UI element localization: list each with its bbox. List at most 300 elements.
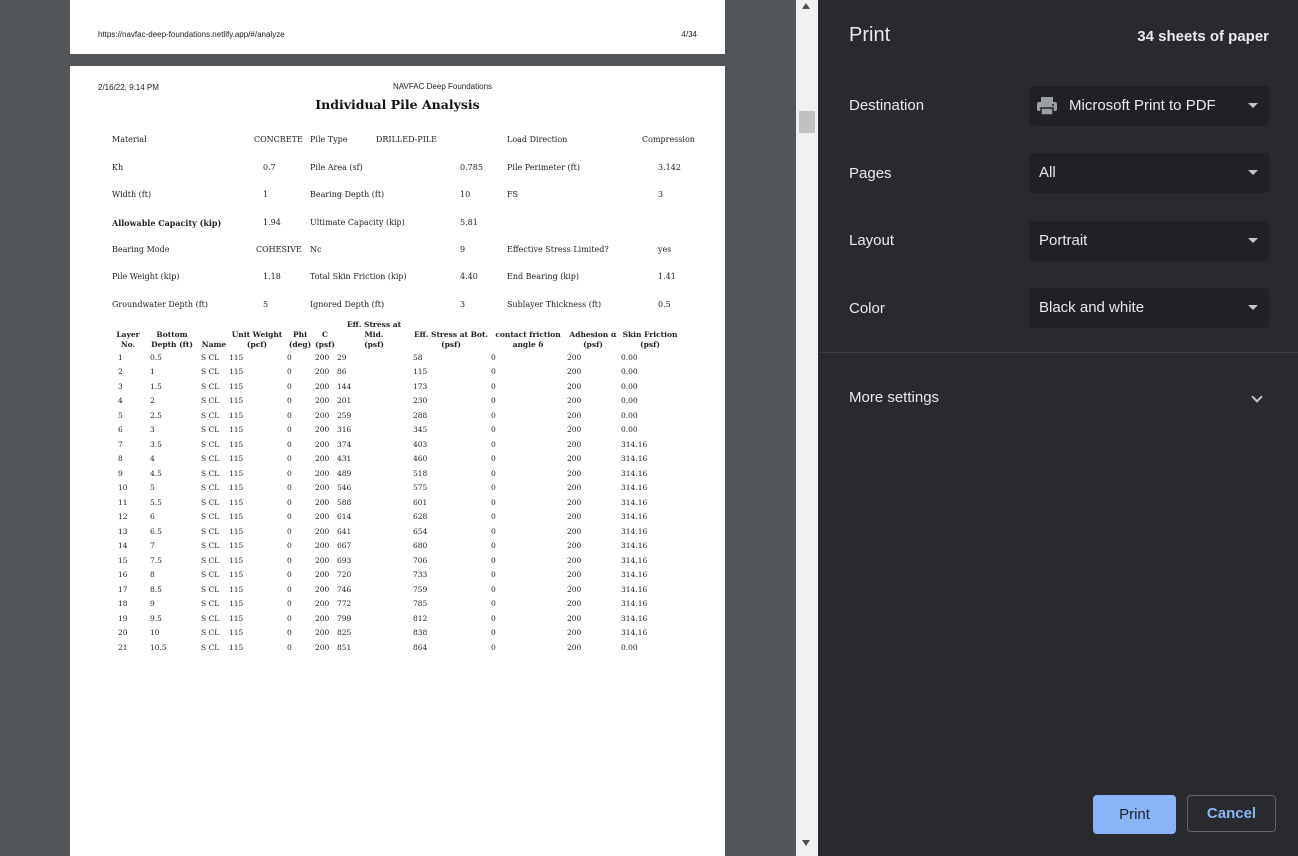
table-cell: 200	[315, 512, 330, 522]
table-cell: 200	[315, 584, 330, 594]
table-cell: 546	[337, 483, 352, 493]
table-cell: 1	[150, 367, 155, 377]
prop-value-bearing-mode: COHESIVE	[256, 245, 302, 254]
prop-label-allowable-capacity: Allowable Capacity (kip)	[112, 218, 222, 228]
prop-label-pile-type: Pile Type	[310, 135, 348, 144]
table-cell: 0	[491, 526, 496, 536]
table-cell: 601	[413, 497, 428, 507]
table-row	[112, 626, 680, 641]
table-cell: 200	[567, 410, 582, 420]
table-cell: 733	[413, 570, 428, 580]
prop-label-groundwater-depth: Groundwater Depth (ft)	[112, 300, 208, 309]
table-cell: 200	[315, 396, 330, 406]
column-header-text: angle δ	[512, 340, 544, 349]
table-cell: 115	[229, 628, 244, 638]
table-cell: 1	[118, 352, 123, 362]
table-cell: 21	[118, 642, 128, 652]
table-cell: S CL	[201, 526, 220, 536]
column-header	[286, 320, 314, 350]
table-cell: 115	[229, 642, 244, 652]
page-footer-url: https://navfac-deep-foundations.netlify.app/#/analyze	[98, 30, 285, 39]
column-header-text: Adhesion α	[569, 330, 617, 339]
table-cell: 799	[337, 613, 352, 623]
table-cell: 680	[413, 541, 428, 551]
table-cell: S CL	[201, 599, 220, 609]
table-cell: 314.16	[621, 454, 648, 464]
table-cell: 11	[118, 497, 128, 507]
table-cell: 5	[150, 483, 155, 493]
table-cell: 0	[491, 599, 496, 609]
prop-value-fs: 3	[658, 190, 664, 199]
prop-value-pile-area: 0.785	[460, 163, 483, 172]
chevron-down-icon	[1248, 238, 1258, 243]
table-cell: 838	[413, 628, 428, 638]
table-cell: 864	[413, 642, 428, 652]
table-cell: 200	[567, 396, 582, 406]
table-cell: 7	[118, 439, 123, 449]
table-cell: 772	[337, 599, 352, 609]
table-cell: 7	[150, 541, 155, 551]
table-cell: 115	[229, 381, 244, 391]
table-cell: 2	[118, 367, 123, 377]
table-cell: 115	[229, 425, 244, 435]
table-cell: 0	[491, 425, 496, 435]
table-cell: 20	[118, 628, 128, 638]
table-cell: 314.16	[621, 483, 648, 493]
layer-table-body	[112, 350, 680, 655]
prop-value-sublayer-thickness: 0.5	[658, 300, 671, 309]
prop-value-bearing-depth: 10	[460, 190, 471, 199]
table-cell: 3.5	[150, 439, 162, 449]
scrollbar-thumb[interactable]	[799, 111, 815, 133]
table-cell: 4	[150, 454, 155, 464]
table-cell: 0	[491, 512, 496, 522]
table-cell: 345	[413, 425, 428, 435]
table-cell: S CL	[201, 454, 220, 464]
scroll-down-arrow-icon[interactable]	[802, 840, 810, 846]
table-cell: 200	[315, 425, 330, 435]
table-cell: 9.5	[150, 613, 162, 623]
table-cell: 200	[567, 483, 582, 493]
prop-value-allowable-capacity: 1.94	[263, 218, 281, 227]
pages-value: All	[1039, 164, 1056, 181]
table-cell: 0.00	[621, 367, 638, 377]
table-row	[112, 539, 680, 554]
table-cell: 0	[287, 454, 292, 464]
table-cell: 29	[337, 352, 347, 362]
table-cell: 115	[413, 367, 428, 377]
table-cell: 200	[567, 570, 582, 580]
table-cell: 10.5	[150, 642, 167, 652]
column-header-text: Bottom	[156, 330, 188, 339]
table-cell: 0.00	[621, 410, 638, 420]
table-cell: 0	[287, 512, 292, 522]
table-cell: 115	[229, 454, 244, 464]
prop-value-total-skin-friction: 4.40	[460, 272, 478, 281]
column-header	[314, 320, 336, 350]
column-header	[490, 320, 566, 350]
prop-label-effective-stress-limited: Effective Stress Limited?	[507, 245, 609, 254]
cancel-button[interactable]: Cancel	[1187, 795, 1276, 832]
table-cell: 0	[287, 613, 292, 623]
prop-label-width: Width (ft)	[112, 190, 152, 199]
table-cell: 0	[491, 570, 496, 580]
table-cell: 0	[491, 541, 496, 551]
table-cell: 693	[337, 555, 352, 565]
table-cell: 0.00	[621, 425, 638, 435]
column-header-text: (deg)	[288, 340, 312, 349]
table-cell: 314.16	[621, 439, 648, 449]
table-row	[112, 423, 680, 438]
table-cell: 200	[315, 381, 330, 391]
table-cell: 314.16	[621, 613, 648, 623]
table-cell: 17	[118, 584, 128, 594]
table-cell: 200	[315, 570, 330, 580]
table-cell: 115	[229, 584, 244, 594]
prop-label-kh: Kh	[112, 163, 124, 172]
table-cell: 200	[567, 367, 582, 377]
table-cell: 0	[287, 570, 292, 580]
table-cell: 0	[491, 381, 496, 391]
table-cell: 0	[287, 497, 292, 507]
table-cell: 0	[491, 628, 496, 638]
table-cell: 825	[337, 628, 352, 638]
table-cell: 2.5	[150, 410, 162, 420]
column-header-text: Phi	[293, 330, 307, 339]
table-cell: 200	[567, 381, 582, 391]
table-cell: 173	[413, 381, 428, 391]
table-cell: 374	[337, 439, 352, 449]
table-cell: 0	[287, 439, 292, 449]
column-header-text: (psf)	[364, 340, 384, 349]
table-cell: 314.16	[621, 497, 648, 507]
color-label: Color	[849, 300, 885, 317]
prop-value-width: 1	[263, 190, 269, 199]
table-cell: 851	[337, 642, 352, 652]
table-cell: 812	[413, 613, 428, 623]
table-cell: 314.16	[621, 584, 648, 594]
column-header-text: (psf)	[441, 340, 461, 349]
chevron-down-icon	[1248, 170, 1258, 175]
table-cell: 5.5	[150, 497, 162, 507]
table-cell: 115	[229, 541, 244, 551]
table-cell: 115	[229, 613, 244, 623]
table-cell: 200	[567, 628, 582, 638]
table-cell: 115	[229, 512, 244, 522]
prop-value-load-direction: Compression	[642, 135, 695, 144]
table-cell: S CL	[201, 410, 220, 420]
table-cell: S CL	[201, 613, 220, 623]
table-cell: 200	[315, 497, 330, 507]
column-header-text: (psf)	[315, 340, 335, 349]
prop-value-pile-weight: 1.18	[263, 272, 281, 281]
color-select[interactable]	[1029, 288, 1269, 328]
table-cell: S CL	[201, 570, 220, 580]
table-cell: 316	[337, 425, 352, 435]
table-cell: 6.5	[150, 526, 162, 536]
divider	[818, 352, 1298, 353]
prop-value-nc: 9	[460, 245, 466, 254]
column-header	[620, 320, 680, 350]
table-cell: 200	[567, 541, 582, 551]
table-cell: 314.16	[621, 628, 648, 638]
table-cell: 314.16	[621, 512, 648, 522]
column-header-text: Eff. Stress at Bot.	[413, 330, 489, 339]
table-cell: 144	[337, 381, 352, 391]
table-cell: 314.16	[621, 599, 648, 609]
prop-label-bearing-mode: Bearing Mode	[112, 245, 170, 254]
table-cell: 6	[150, 512, 155, 522]
page-header-date: 2/16/22, 9:14 PM	[98, 83, 159, 92]
table-row	[112, 437, 680, 452]
table-cell: 314.16	[621, 468, 648, 478]
table-cell: 0	[287, 468, 292, 478]
table-cell: 200	[315, 367, 330, 377]
table-cell: 314.16	[621, 526, 648, 536]
table-cell: 200	[315, 439, 330, 449]
column-header-text: Eff. Stress at Mid.	[346, 320, 402, 339]
table-cell: 1.5	[150, 381, 162, 391]
more-settings-toggle[interactable]: More settings	[849, 389, 940, 406]
table-cell: 0	[491, 410, 496, 420]
table-cell: 0	[491, 613, 496, 623]
preview-scrollbar[interactable]	[796, 0, 818, 856]
table-cell: 518	[413, 468, 428, 478]
prop-label-pile-area: Pile Area (sf)	[310, 163, 363, 172]
table-cell: 0	[287, 352, 292, 362]
prop-label-material: Material	[112, 135, 147, 144]
table-cell: 115	[229, 570, 244, 580]
column-header-text: C	[322, 330, 328, 339]
table-cell: 628	[413, 512, 428, 522]
table-cell: 18	[118, 599, 128, 609]
prop-value-ignored-depth: 3	[460, 300, 466, 309]
table-cell: 115	[229, 367, 244, 377]
table-row	[112, 365, 680, 380]
table-cell: 654	[413, 526, 428, 536]
table-cell: 15	[118, 555, 128, 565]
table-cell: S CL	[201, 381, 220, 391]
table-cell: 403	[413, 439, 428, 449]
column-header-text: Name	[201, 340, 227, 349]
printer-icon	[1036, 96, 1058, 116]
table-cell: 200	[567, 439, 582, 449]
table-row	[112, 408, 680, 423]
table-cell: S CL	[201, 396, 220, 406]
table-cell: S CL	[201, 425, 220, 435]
table-cell: 200	[315, 526, 330, 536]
table-cell: S CL	[201, 483, 220, 493]
layout-select[interactable]	[1029, 221, 1269, 261]
table-cell: 115	[229, 599, 244, 609]
table-cell: 0.00	[621, 381, 638, 391]
table-cell: 0	[287, 483, 292, 493]
color-value: Black and white	[1039, 299, 1145, 316]
table-cell: 200	[567, 468, 582, 478]
table-cell: S CL	[201, 512, 220, 522]
destination-label: Destination	[849, 97, 925, 114]
table-cell: 19	[118, 613, 128, 623]
pages-select[interactable]	[1029, 153, 1269, 193]
table-cell: 10	[118, 483, 128, 493]
table-cell: 0	[491, 584, 496, 594]
table-cell: 200	[315, 454, 330, 464]
table-cell: 3	[150, 425, 155, 435]
table-cell: 0	[491, 483, 496, 493]
table-cell: 9	[150, 599, 155, 609]
table-cell: 0.5	[150, 352, 162, 362]
table-cell: 200	[315, 352, 330, 362]
table-cell: 200	[567, 555, 582, 565]
page-header-site: NAVFAC Deep Foundations	[393, 82, 493, 91]
scroll-up-arrow-icon[interactable]	[802, 3, 810, 9]
column-header-text: Unit Weight	[231, 330, 283, 339]
table-cell: 0	[491, 642, 496, 652]
table-cell: S CL	[201, 367, 220, 377]
table-cell: 230	[413, 396, 428, 406]
table-cell: 115	[229, 468, 244, 478]
prop-value-pile-type: DRILLED-PILE	[376, 135, 438, 144]
table-cell: 200	[315, 483, 330, 493]
table-cell: 0	[287, 628, 292, 638]
table-cell: 0	[287, 599, 292, 609]
table-cell: 0	[491, 439, 496, 449]
table-cell: 288	[413, 410, 428, 420]
sheet-count: 34 sheets of paper	[1137, 28, 1269, 45]
table-cell: 200	[567, 352, 582, 362]
table-cell: 58	[413, 352, 423, 362]
table-cell: S CL	[201, 497, 220, 507]
table-cell: 115	[229, 555, 244, 565]
prop-label-bearing-depth: Bearing Depth (ft)	[310, 190, 385, 199]
table-cell: 115	[229, 410, 244, 420]
prop-label-pile-perimeter: Pile Perimeter (ft)	[507, 163, 580, 172]
table-cell: 0	[287, 425, 292, 435]
prop-label-ignored-depth: Ignored Depth (ft)	[310, 300, 385, 309]
table-cell: 314.16	[621, 570, 648, 580]
table-cell: 8	[118, 454, 123, 464]
prop-value-groundwater-depth: 5	[263, 300, 269, 309]
table-row	[112, 524, 680, 539]
document-title: Individual Pile Analysis	[315, 97, 480, 112]
table-cell: 115	[229, 497, 244, 507]
table-cell: 0	[491, 352, 496, 362]
table-row	[112, 553, 680, 568]
table-row	[112, 568, 680, 583]
table-row	[112, 350, 680, 365]
table-cell: 200	[567, 526, 582, 536]
prop-label-end-bearing: End Bearing (kip)	[507, 272, 580, 281]
column-header	[566, 320, 620, 350]
table-cell: 314.16	[621, 555, 648, 565]
table-cell: 200	[567, 584, 582, 594]
table-cell: 6	[118, 425, 123, 435]
column-header	[336, 320, 412, 350]
prop-label-total-skin-friction: Total Skin Friction (kip)	[310, 272, 407, 281]
prop-label-fs: FS	[507, 190, 519, 199]
chevron-down-icon[interactable]	[1251, 391, 1262, 402]
table-cell: S CL	[201, 642, 220, 652]
table-cell: 746	[337, 584, 352, 594]
table-cell: 200	[567, 599, 582, 609]
table-cell: 0	[491, 454, 496, 464]
print-button[interactable]: Print	[1093, 795, 1176, 834]
column-header-text: Skin Friction	[622, 330, 678, 339]
table-row	[112, 510, 680, 525]
column-header-text: contact friction	[495, 330, 561, 339]
table-row	[112, 481, 680, 496]
prop-label-nc: Nc	[310, 245, 322, 254]
table-cell: 0	[287, 396, 292, 406]
table-cell: 9	[118, 468, 123, 478]
table-cell: 200	[315, 599, 330, 609]
table-cell: 575	[413, 483, 428, 493]
table-cell: 3	[118, 381, 123, 391]
destination-select[interactable]	[1029, 86, 1269, 126]
table-cell: 5	[118, 410, 123, 420]
table-cell: 200	[567, 642, 582, 652]
table-cell: 0	[287, 410, 292, 420]
table-cell: 115	[229, 526, 244, 536]
table-cell: S CL	[201, 439, 220, 449]
pages-label: Pages	[849, 165, 892, 182]
column-header-text: Depth (ft)	[151, 340, 193, 349]
table-cell: 201	[337, 396, 352, 406]
layout-value: Portrait	[1039, 232, 1088, 249]
table-cell: 200	[315, 468, 330, 478]
table-cell: 115	[229, 396, 244, 406]
column-header	[144, 320, 200, 350]
table-row	[112, 394, 680, 409]
prop-value-pile-perimeter: 3.142	[658, 163, 681, 172]
table-cell: 12	[118, 512, 128, 522]
table-cell: 0	[287, 555, 292, 565]
chevron-down-icon	[1248, 103, 1258, 108]
table-row	[112, 495, 680, 510]
table-cell: 13	[118, 526, 128, 536]
table-cell: 0	[491, 367, 496, 377]
table-cell: 200	[315, 628, 330, 638]
table-cell: 8.5	[150, 584, 162, 594]
table-cell: 0	[491, 396, 496, 406]
table-cell: 200	[567, 512, 582, 522]
table-cell: 4.5	[150, 468, 162, 478]
table-row	[112, 640, 680, 655]
table-cell: S CL	[201, 555, 220, 565]
table-cell: 14	[118, 541, 128, 551]
table-cell: 667	[337, 541, 352, 551]
prop-value-material: CONCRETE	[254, 135, 303, 144]
table-cell: 785	[413, 599, 428, 609]
table-cell: 0	[491, 555, 496, 565]
table-cell: 0	[491, 497, 496, 507]
table-cell: 0	[287, 541, 292, 551]
table-cell: 614	[337, 512, 352, 522]
table-cell: 200	[315, 642, 330, 652]
table-cell: S CL	[201, 541, 220, 551]
column-header-text: No.	[120, 340, 136, 349]
table-cell: 16	[118, 570, 128, 580]
column-header-text: (psf)	[640, 340, 660, 349]
table-cell: 0.00	[621, 396, 638, 406]
table-cell: S CL	[201, 628, 220, 638]
table-cell: 115	[229, 352, 244, 362]
table-cell: 0.00	[621, 642, 638, 652]
table-cell: 431	[337, 454, 352, 464]
table-cell: 588	[337, 497, 352, 507]
layer-table-header	[112, 320, 680, 350]
prop-label-pile-weight: Pile Weight (kip)	[112, 272, 180, 281]
